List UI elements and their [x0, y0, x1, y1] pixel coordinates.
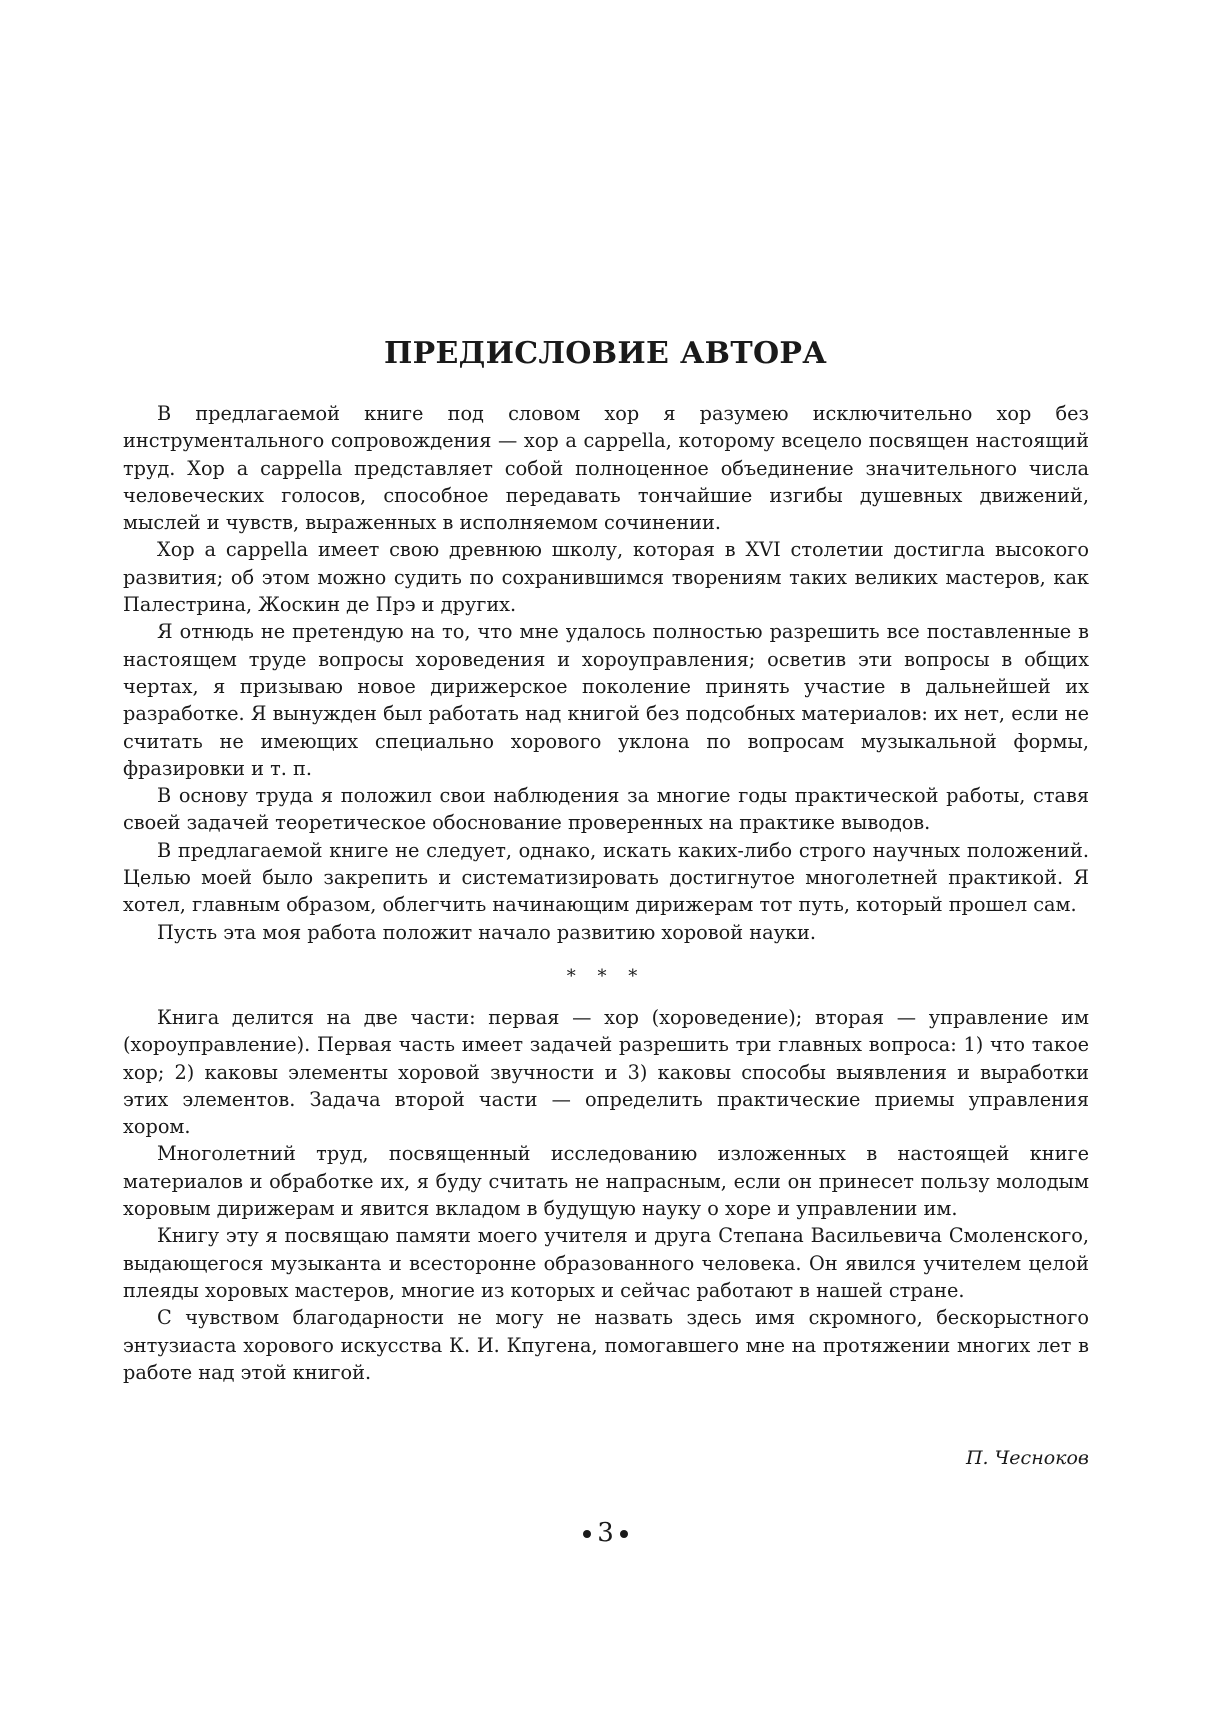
page-number: 3 [597, 1518, 614, 1548]
bullet-icon [583, 1530, 591, 1538]
bullet-icon [620, 1530, 628, 1538]
body-text [123, 400, 1089, 1386]
paragraph: Хор a cappella имеет свою древнюю школу, которая в XVI столетии достигла высокого развития; об этом можно судить по сохранившимся творениям таких великих мастеров, как Палестрина, Жоскин де Прэ и других. [123, 538, 1089, 617]
paragraph: Многолетний труд, посвященный исследованию изложенных в настоящей книге материалов и обработке их, я буду считать не напрасным, если он принесет пользу молодым хоровым дирижерам и явится вкладом в будущую науку о хоре и управлении им. [123, 1142, 1089, 1221]
paragraph: Книгу эту я посвящаю памяти моего учителя и друга Степана Васильевича Смоленского, выдающегося музыканта и всесторонне образованного человека. Он явился учителем целой плеяды хоровых мастеров, многие из которых и сейчас работают в нашей стране. [123, 1224, 1089, 1302]
paragraph: Книга делится на две части: первая — хор (хороведение); вторая — управление им (хороуправление). Первая часть имеет задачей разрешить три главных вопроса: 1) что такое хор; 2) каковы элементы хоровой звучности и 3) каковы способы выявления и выработки этих элементов. Задача второй части — определить практические приемы управления хором. [123, 1005, 1089, 1139]
section-separator: * * * [566, 965, 646, 987]
paragraph: В предлагаемой книге под словом хор я разумею исключительно хор без инструментального сопровождения — хор a cappella, которому всецело посвящен настоящий труд. Хор a cappella представляет собой полноценное объединение значительного числа человеческих голосов, способное передавать тончайшие изгибы душевных движений, мыслей и чувств, выраженных в исполняемом сочинении. [123, 402, 1089, 535]
page-number-footer [0, 1518, 1211, 1548]
page-title: ПРЕДИСЛОВИЕ АВТОРА [384, 336, 827, 371]
paragraph: В предлагаемой книге не следует, однако, искать каких-либо строго научных положений. Целью моей было закрепить и систематизировать достигнутое многолетней практикой. Я хотел, главным образом, облегчить начинающим дирижерам тот путь, который прошел сам. [123, 838, 1089, 917]
author-signature: П. Чесноков [965, 1447, 1089, 1469]
paragraph: Я отнюдь не претендую на то, что мне удалось полностью разрешить все поставленные в настоящем труде вопросы хороведения и хороуправления; осветив эти вопросы в общих чертах, я призываю новое дирижерское поколение принять участие в дальнейшей их разработке. Я вынужден был работать над книгой без подсобных материалов: их нет, если не считать не имеющих специально хорового уклона по вопросам музыкальной формы, фразировки и т. п. [123, 620, 1089, 780]
paragraph: С чувством благодарности не могу не назвать здесь имя скромного, бескорыстного энтузиаста хорового искусства К. И. Кпугена, помогавшего мне на протяжении многих лет в работе над этой книгой. [123, 1306, 1089, 1384]
paragraph: Пусть эта моя работа положит начало развитию хоровой науки. [157, 920, 816, 944]
paragraph: В основу труда я положил свои наблюдения за многие годы практической работы, ставя своей задачей теоретическое обоснование проверенных на практике выводов. [123, 784, 1089, 835]
